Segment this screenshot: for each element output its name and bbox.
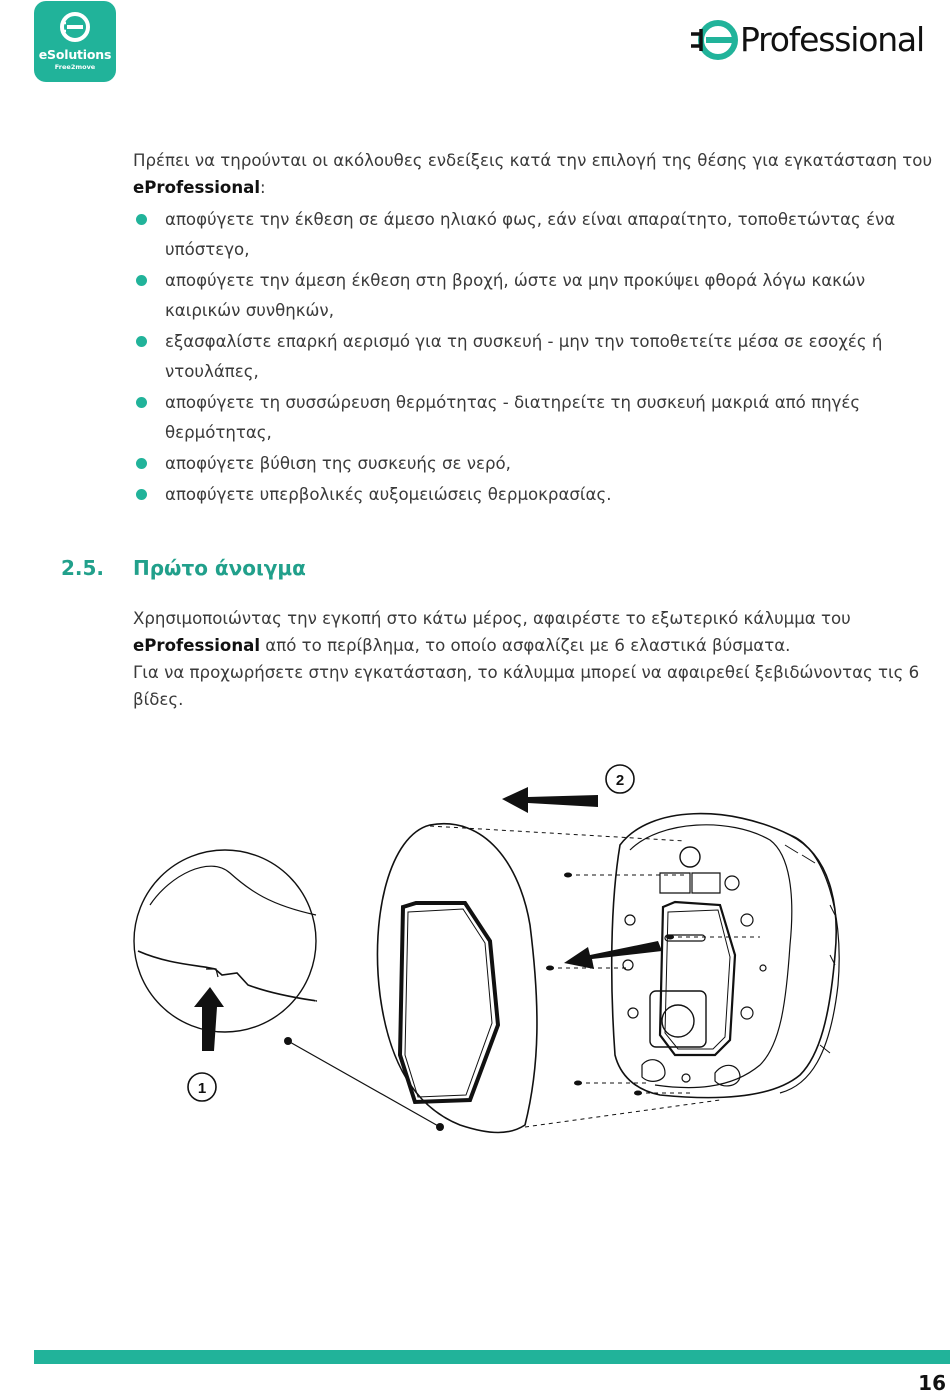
screw-icon	[574, 1081, 582, 1086]
cover-removal-illustration	[130, 755, 850, 1175]
socket-frame	[660, 902, 735, 1055]
list-item	[133, 327, 913, 387]
arrow-left-icon	[502, 787, 598, 813]
section-text-a: Χρησιμοποιώντας την εγκοπή στο κάτω μέρος, αφαιρέστε το εξωτερικό κάλυμμα του	[133, 609, 851, 628]
bullet-icon	[136, 336, 147, 347]
section-number: 2.5.	[61, 556, 105, 580]
bullet-icon	[136, 489, 147, 500]
section-text-b: από το περίβλημα, το οποίο ασφαλίζει με 6 ελαστικά βύσματα.	[260, 636, 791, 655]
e-plug-icon	[57, 11, 93, 45]
footer-bar	[34, 1350, 950, 1364]
eprofessional-logo	[688, 16, 950, 64]
bullet-icon	[136, 458, 147, 469]
esolutions-logo	[34, 1, 116, 82]
bullet-icon	[136, 214, 147, 225]
cover-edge-detail	[138, 951, 316, 1001]
list-item-text: αποφύγετε την έκθεση σε άμεσο ηλιακό φως, εάν είναι απαραίτητο, τοποθετώντας ένα υπόστεγο,	[165, 210, 896, 259]
list-item-text: αποφύγετε βύθιση της συσκευής σε νερό,	[165, 454, 511, 473]
e-plug-icon	[688, 16, 744, 64]
housing-body	[612, 814, 836, 1098]
bullet-icon	[136, 397, 147, 408]
brand-left-name: eSolutions	[38, 47, 112, 62]
section-paragraph	[133, 605, 933, 713]
screw-icon	[546, 966, 554, 971]
callout-1-label: 1	[197, 1080, 207, 1097]
leader-line	[288, 1041, 440, 1127]
intro-colon: :	[260, 178, 266, 197]
placement-guidelines-list	[133, 205, 913, 511]
screw-icon	[634, 1091, 642, 1096]
section-title: Πρώτο άνοιγμα	[133, 556, 306, 580]
list-item	[133, 480, 913, 510]
brand-left-sub: Free2move	[54, 63, 96, 71]
list-item-text: αποφύγετε υπερβολικές αυξομειώσεις θερμοκρασίας.	[165, 485, 612, 504]
intro-paragraph	[133, 147, 933, 201]
list-item	[133, 266, 913, 326]
product-name: eProfessional	[133, 178, 261, 197]
section-text-c: Για να προχωρήσετε στην εγκατάσταση, το κάλυμμα μπορεί να αφαιρεθεί ξεβιδώνοντας τις 6 βίδες.	[133, 663, 920, 709]
list-item-text: αποφύγετε τη συσσώρευση θερμότητας - διατηρείτε τη συσκευή μακριά από πηγές θερμότητας,	[165, 393, 861, 442]
list-item	[133, 449, 913, 479]
list-item-text: εξασφαλίστε επαρκή αερισμό για τη συσκευή - μην την τοποθετείτε μέσα σε εσοχές ή ντουλάπες,	[165, 332, 883, 381]
screw-icon	[666, 935, 674, 940]
product-name: eProfessional	[133, 636, 261, 655]
list-item	[133, 388, 913, 448]
page-number: 16	[918, 1371, 946, 1395]
bullet-icon	[136, 275, 147, 286]
brand-right-name: Professional	[740, 20, 924, 59]
screw-icon	[564, 873, 572, 878]
callout-2-label: 2	[615, 772, 625, 789]
intro-text: Πρέπει να τηρούνται οι ακόλουθες ενδείξεις κατά την επιλογή της θέσης για εγκατάσταση του	[133, 151, 933, 170]
arrow-left-icon	[564, 941, 662, 969]
list-item	[133, 205, 913, 265]
list-item-text: αποφύγετε την άμεση έκθεση στη βροχή, ώστε να μην προκύψει φθορά λόγω κακών καιρικών συνθηκών,	[165, 271, 866, 320]
socket-outlet	[650, 991, 706, 1047]
arrow-up-icon	[194, 987, 224, 1051]
detail-magnifier	[134, 850, 316, 1032]
cover-window	[400, 903, 498, 1102]
